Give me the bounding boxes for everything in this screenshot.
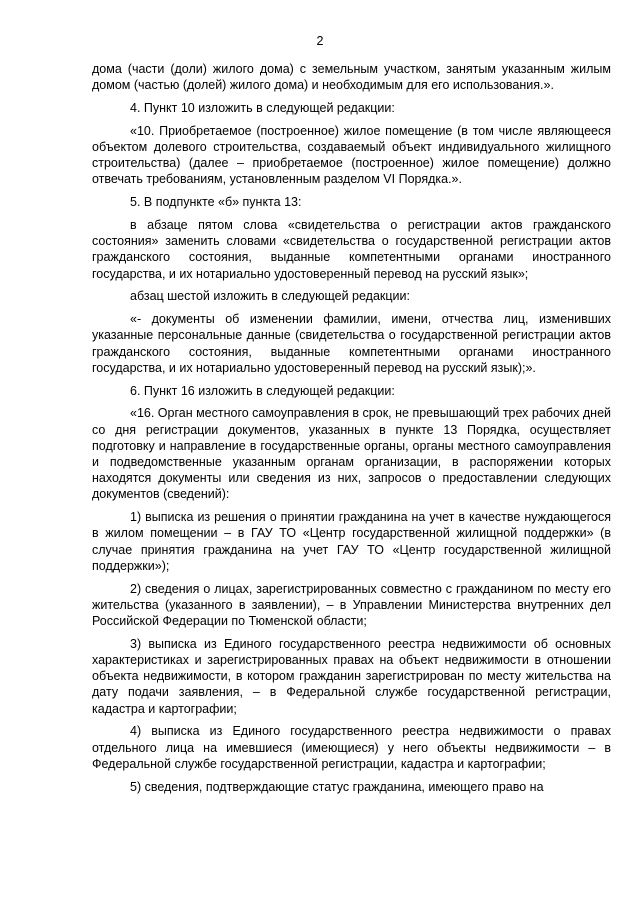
- page-number: 2: [316, 34, 324, 48]
- paragraph: абзац шестой изложить в следующей редакции:: [130, 289, 410, 304]
- paragraph: 1) выписка из решения о принятии гражданина на учет в качестве нуждающегося в жилом помещении – в ГАУ ТО «Центр государственной жилищной поддержки» (в случае принятия гражданина на учет ГАУ ТО «Центр государственной жилищной поддержки»);: [92, 510, 611, 573]
- document-body: [92, 61, 611, 801]
- paragraph: 2) сведения о лицах, зарегистрированных совместно с гражданином по месту его жительства (указанного в заявлении), – в Управлении Министерства внутренних дел Российской Федерации по Тюменской области;: [92, 581, 611, 629]
- paragraph: «- документы об изменении фамилии, имени, отчества лиц, изменивших указанные персональные данные (свидетельства о государственной регистрации актов гражданского состояния, выданные компетентными органами иностранного государства, и их нотариально удостоверенный перевод на русский язык);».: [92, 312, 611, 375]
- paragraph: в абзаце пятом слова «свидетельства о регистрации актов гражданского состояния» заменить словами «свидетельства о государственной регистрации актов гражданского состояния, выданные компетентными органами иностранного государства, и их нотариально удостоверенный перевод на русский язык»;: [92, 218, 611, 281]
- paragraph: «10. Приобретаемое (построенное) жилое помещение (в том числе являющееся объектом долевого строительства, создаваемый объект индивидуального жилищного строительства) (далее – приобретаемое (построенное) жилое помещение) должно отвечать требованиям, установленным разделом VI Порядка.».: [92, 123, 611, 187]
- paragraph: дома (части (доли) жилого дома) с земельным участком, занятым указанным жилым домом (частью (долей) жилого дома) и необходимым для его использования.».: [92, 62, 611, 93]
- paragraph: 5) сведения, подтверждающие статус гражданина, имеющего право на: [130, 779, 544, 794]
- paragraph: 6. Пункт 16 изложить в следующей редакции:: [130, 383, 395, 398]
- paragraph: 4. Пункт 10 изложить в следующей редакции:: [130, 101, 395, 115]
- paragraph: 3) выписка из Единого государственного реестра недвижимости об основных характеристиках и зарегистрированных правах на объект недвижимости в отношении объекта недвижимости, в котором гражданин зарегистрирован по месту жительства на дату подачи заявления, – в Федеральной службе государственной регистрации, кадастра и картографии;: [92, 636, 611, 716]
- paragraph: 4) выписка из Единого государственного реестра недвижимости о правах отдельного лица на имевшиеся (имеющиеся) у него объекты недвижимости – в Федеральной службе государственной регистрации, кадастра и картографии;: [92, 724, 611, 771]
- paragraph: 5. В подпункте «б» пункта 13:: [130, 195, 302, 210]
- paragraph: «16. Орган местного самоуправления в срок, не превышающий трех рабочих дней со дня регистрации документов, указанных в пункте 13 Порядка, осуществляет подготовку и направление в государственные органы, органы местного самоуправления и подведомственные указанным органам организации, в распоряжении которых находятся документы или сведения из них, запросов о предоставлении следующих документов (сведений):: [92, 406, 611, 502]
